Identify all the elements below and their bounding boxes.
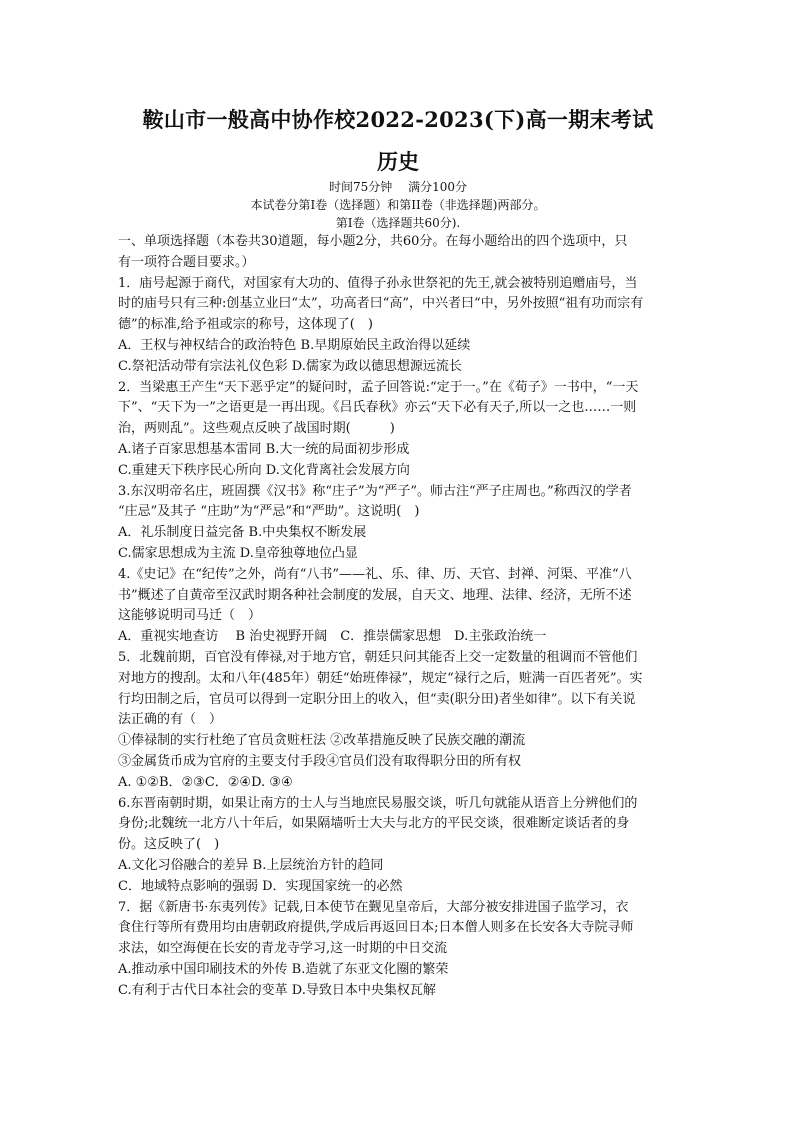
time-score-line: 时间75分钟 满分100分 bbox=[329, 180, 467, 194]
question-4 bbox=[118, 565, 678, 648]
part-one-line: 第I卷（选择题共60分). bbox=[335, 216, 461, 230]
question-stem-line: 求法，如空海便在长安的青龙寺学习,这一时期的中日交流 bbox=[118, 941, 448, 957]
question-list bbox=[118, 274, 678, 1002]
question-option-line: A．重视实地查访 B 治史视野开阔 C．推崇儒家思想 D.主张政治统一 bbox=[118, 629, 547, 645]
question-option-line: A. ①②B．②③C．②④D. ③④ bbox=[118, 774, 293, 790]
question-stem-line: 份。这反映了( ) bbox=[118, 837, 220, 853]
question-option-line: A.推动承中国印刷技术的外传 B.造就了东亚文化圈的繁荣 bbox=[118, 961, 449, 977]
question-stem-line: 4.《史记》在“纪传”之外，尚有“八书”——礼、乐、律、历、天官、封禅、河渠、平准“八 bbox=[118, 566, 632, 582]
structure-line: 本试卷分第I卷（选择题）和第II卷（非选择题)两部分。 bbox=[250, 198, 546, 212]
question-stem-line: ③金属货币成为官府的主要支付手段④官员们没有取得职分田的所有权 bbox=[118, 753, 522, 769]
question-stem-line: “庄忌”及其子 “庄助”为“严忌”和“严助”。这说明( ) bbox=[118, 504, 420, 520]
question-option-line: A.诸子百家思想基本雷同 B.大一统的局面初步形成 bbox=[118, 441, 410, 457]
question-3 bbox=[118, 482, 678, 565]
question-stem-line: 时的庙号只有三种:创基立业曰“太”，功高者曰“高”，中兴者曰“中，另外按照“祖有功而宗有 bbox=[118, 296, 644, 312]
page-content bbox=[118, 104, 678, 1001]
question-stem-line: 德”的标准,给予祖或宗的称号，这体现了( ) bbox=[118, 317, 373, 333]
instruction-line: 一、单项选择题（本卷共30道题，每小题2分，共60分。在每小题给出的四个选项中，只 bbox=[118, 234, 628, 249]
question-2 bbox=[118, 378, 678, 482]
instruction-line: 有一项符合题目要求。） bbox=[118, 254, 255, 270]
question-6 bbox=[118, 794, 678, 898]
question-stem-line: 这能够说明司马迁（ ） bbox=[118, 608, 262, 624]
question-option-line: C.祭祀活动带有宗法礼仪色彩 D.儒家为政以德思想源远流长 bbox=[118, 358, 462, 374]
question-7 bbox=[118, 898, 678, 1002]
question-stem-line: 2．当梁惠王产生“天下恶乎定”的疑问时，孟子回答说:“定于一。”在《荀子》一书中，“一天 bbox=[118, 379, 639, 395]
subject-title: 历史 bbox=[377, 149, 419, 174]
question-stem-line: 治，两则乱”。这些观点反映了战国时期( ) bbox=[118, 421, 395, 437]
question-option-line: A．礼乐制度日益完备 B.中央集权不断发展 bbox=[118, 525, 367, 541]
question-5 bbox=[118, 648, 678, 794]
exam-title: 鞍山市一般高中协作校2022-2023(下)高一期末考试 bbox=[142, 107, 654, 132]
question-stem-line: 7．据《新唐书·东夷列传》记载,日本使节在觐见皇帝后，大部分被安排进国子监学习，衣 bbox=[118, 899, 629, 915]
question-stem-line: 身份;北魏统一北方八十年后，如果隔墙听士大夫与北方的平民交谈，很难断定谈话者的身 bbox=[118, 816, 630, 832]
question-option-line: C.重建天下秩序民心所向 D.文化背离社会发展方向 bbox=[118, 462, 410, 478]
question-stem-line: 书”概述了自黄帝至汉武时期各种社会制度的发展，自天文、地理、法律、经济，无所不述 bbox=[118, 587, 632, 603]
question-stem-line: 3.东汉明帝名庄，班固撰《汉书》称“庄子”为“严子”。师古注“严子庄周也。”称西汉的学者 bbox=[118, 483, 632, 499]
question-stem-line: 5．北魏前期，百官没有俸禄,对于地方官，朝廷只问其能否上交一定数量的租调而不管他们 bbox=[118, 649, 638, 665]
question-stem-line: 法正确的有（ ） bbox=[118, 712, 223, 728]
question-option-line: A.文化习俗融合的差异 B.上层统治方针的趋同 bbox=[118, 857, 384, 873]
question-stem-line: 1．庙号起源于商代，对国家有大功的、值得子孙永世祭祀的先王,就会被特别追赠庙号，当 bbox=[118, 275, 638, 291]
question-1 bbox=[118, 274, 678, 378]
question-option-line: A．王权与神权结合的政治特色 B.早期原始民主政治得以延续 bbox=[118, 337, 471, 353]
question-stem-line: 行均田制之后，官员可以得到一定职分田上的收入，但“卖(职分田)者坐如律”。以下有关说 bbox=[118, 691, 636, 707]
question-stem-line: ①俸禄制的实行杜绝了官员贪赃枉法 ②改革措施反映了民族交融的潮流 bbox=[118, 733, 526, 749]
question-option-line: C.儒家思想成为主流 D.皇帝独尊地位凸显 bbox=[118, 545, 358, 561]
question-option-line: C.有利于古代日本社会的变革 D.导致日本中央集权瓦解 bbox=[118, 982, 436, 998]
question-option-line: C．地域特点影响的强弱 D．实现国家统一的必然 bbox=[118, 878, 403, 894]
section-instructions bbox=[118, 232, 678, 274]
question-stem-line: 对地方的搜刮。太和八年(485年）朝廷“始班俸禄”，规定“禄行之后，赃满一百匹者死”。实 bbox=[118, 670, 643, 686]
question-stem-line: 食住行等所有费用均由唐朝政府提供,学成后再返回日本;日本僧人则多在长安各大寺院寻师 bbox=[118, 920, 634, 936]
question-stem-line: 下”、“天下为一”之语更是一再出现。《吕氏春秋》亦云“天下必有天子,所以一之也……一则 bbox=[118, 400, 637, 416]
question-stem-line: 6.东晋南朝时期，如果让南方的士人与当地庶民易服交谈，听几句就能从语音上分辨他们的 bbox=[118, 795, 638, 811]
